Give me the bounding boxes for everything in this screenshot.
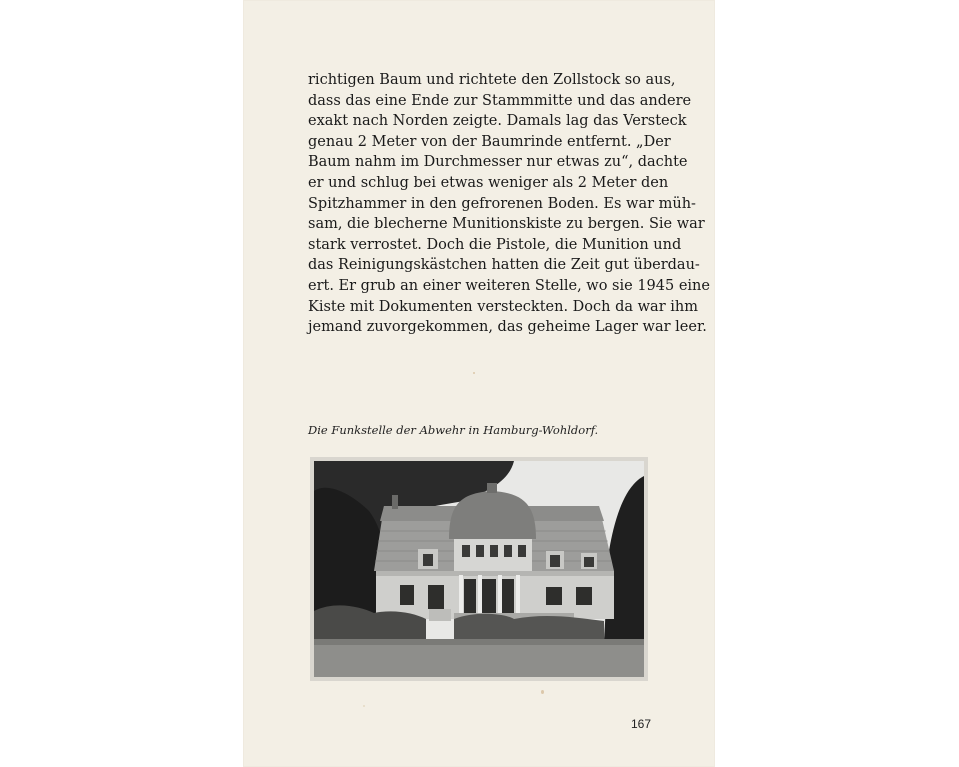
paper-speck [541, 690, 544, 694]
body-line: sam, die blecherne Munitionskiste zu bergen. Sie war [308, 216, 705, 233]
body-line: Baum nahm im Durchmesser nur etwas zu“, dachte [308, 154, 688, 171]
house-photo [310, 457, 648, 681]
body-line: genau 2 Meter von der Baumrinde entfernt. „Der [308, 133, 671, 150]
body-line: stark verrostet. Doch die Pistole, die Munition und [308, 236, 682, 253]
paper-speck [363, 705, 365, 707]
body-line: Kiste mit Dokumenten versteckten. Doch da war ihm [308, 298, 698, 315]
page-number: 167 [631, 717, 652, 731]
body-line: das Reinigungskästchen hatten die Zeit gut überdau- [308, 257, 700, 274]
body-text [308, 70, 710, 338]
book-page [243, 0, 715, 767]
body-line: dass das eine Ende zur Stammmitte und das andere [308, 92, 692, 109]
paper-speck [473, 372, 475, 374]
house-photo-illustration [314, 461, 644, 677]
photo-caption: Die Funkstelle der Abwehr in Hamburg-Wohldorf. [308, 423, 599, 437]
body-line: Spitzhammer in den gefrorenen Boden. Es war müh- [308, 195, 696, 212]
body-line: ert. Er grub an einer weiteren Stelle, wo sie 1945 eine [308, 277, 710, 294]
body-line: er und schlug bei etwas weniger als 2 Meter den [308, 174, 669, 191]
body-line: jemand zuvorgekommen, das geheime Lager war leer. [308, 319, 707, 336]
body-line: richtigen Baum und richtete den Zollstock so aus, [308, 72, 676, 88]
body-line: exakt nach Norden zeigte. Damals lag das Versteck [308, 113, 687, 130]
